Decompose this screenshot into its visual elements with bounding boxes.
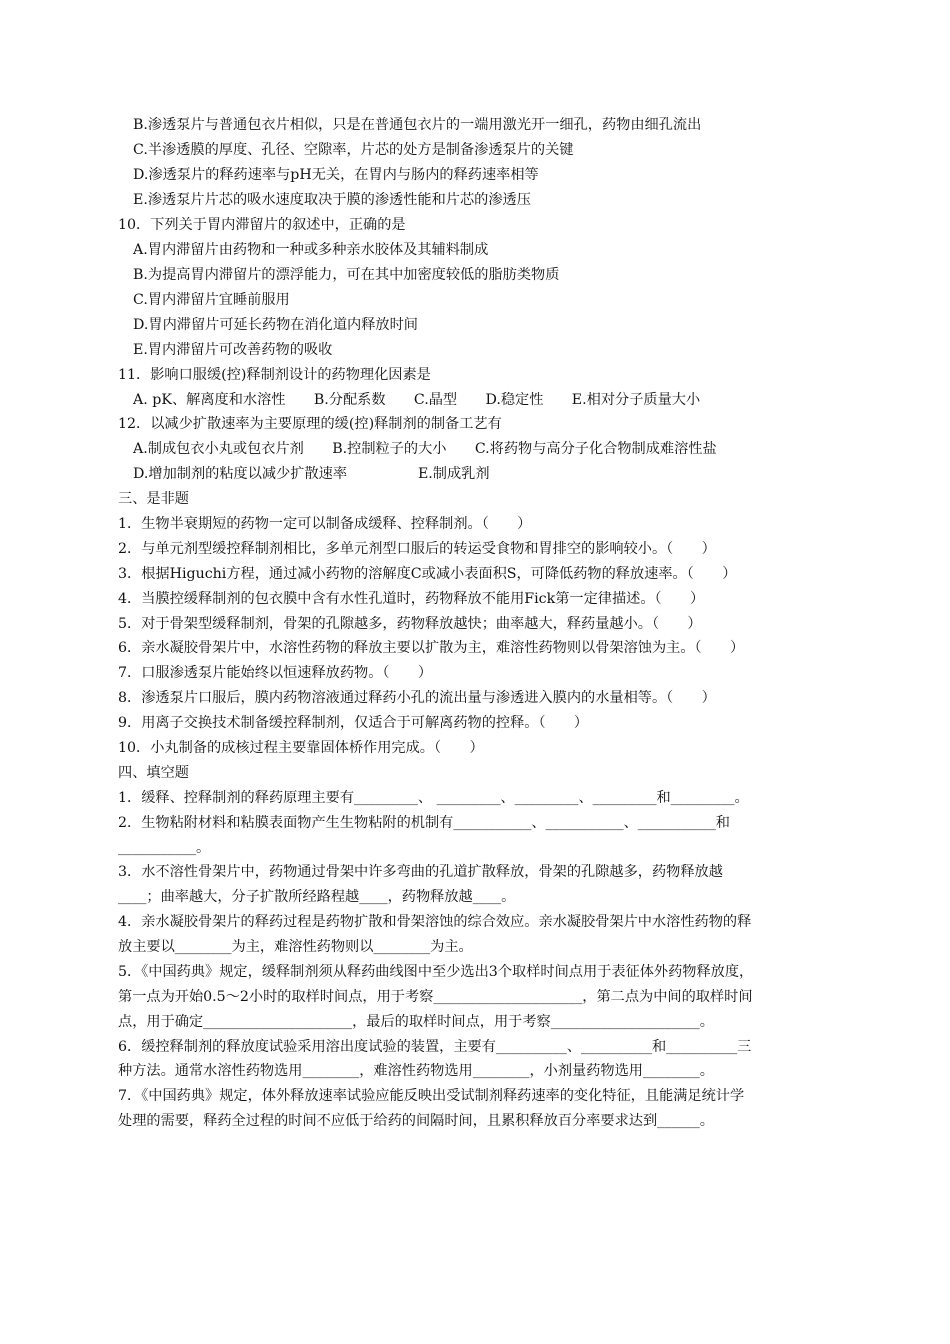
true-false-item-10: 10．小丸制备的成核过程主要靠固体桥作用完成。（ ） bbox=[118, 740, 484, 756]
q10-option-c: C.胃内滞留片宜睡前服用 bbox=[133, 292, 290, 308]
q10-option-e: E.胃内滞留片可改善药物的吸收 bbox=[133, 342, 333, 358]
fill-blank-line-13: 7．《中国药典》规定，体外释放速率试验应能反映出受试制剂释药速率的变化特征，且能满足统计学 bbox=[118, 1088, 745, 1104]
fill-blank-line-6: 4．亲水凝胶骨架片的释药过程是药物扩散和骨架溶蚀的综合效应。亲水凝胶骨架片中水溶性药物的释 bbox=[118, 914, 752, 930]
fill-blank-line-9: 第一点为开始0.5～2小时的取样时间点，用于考察_____________________，第二点为中间的取样时间 bbox=[118, 989, 753, 1005]
q12-options-line-1: A.制成包衣小丸或包衣片剂 B.控制粒子的大小 C.将药物与高分子化合物制成难溶性盐 bbox=[133, 441, 717, 457]
fill-blank-line-10: 点，用于确定_____________________，最后的取样时间点，用于考察_____________________。 bbox=[118, 1014, 714, 1030]
true-false-item-6: 6．亲水凝胶骨架片中，水溶性药物的释放主要以扩散为主，难溶性药物则以骨架溶蚀为主。（ ） bbox=[118, 640, 745, 656]
q10-option-a: A.胃内滞留片由药物和一种或多种亲水胶体及其辅料制成 bbox=[133, 242, 489, 258]
fill-blank-line-14: 处理的需要，释药全过程的时间不应低于给药的间隔时间，且累积释放百分率要求达到______。 bbox=[118, 1113, 714, 1129]
q11-stem: 11．影响口服缓(控)释制剂设计的药物理化因素是 bbox=[118, 367, 431, 383]
fill-blank-line-3: ___________。 bbox=[118, 840, 211, 856]
true-false-item-9: 9．用离子交换技术制备缓控释制剂，仅适合于可解离药物的控释。（ ） bbox=[118, 715, 589, 731]
q11-options: A. pK、解离度和水溶性 B.分配系数 C.晶型 D.稳定性 E.相对分子质量大小 bbox=[133, 392, 701, 408]
q10-option-d: D.胃内滞留片可延长药物在消化道内释放时间 bbox=[133, 317, 418, 333]
q9-option-d: D.渗透泵片的释药速率与pH无关，在胃内与肠内的释药速率相等 bbox=[133, 167, 539, 183]
true-false-item-8: 8．渗透泵片口服后，膜内药物溶液通过释药小孔的流出量与渗透进入膜内的水量相等。（ ） bbox=[118, 690, 716, 706]
fill-blank-line-11: 6．缓控释制剂的释放度试验采用溶出度试验的装置，主要有__________、__________和__________三 bbox=[118, 1039, 752, 1055]
q12-options-line-2: D.增加制剂的粘度以减少扩散速率 E.制成乳剂 bbox=[133, 466, 490, 482]
true-false-item-3: 3．根据Higuchi方程，通过减小药物的溶解度C或减小表面积S，可降低药物的释放速率。（ ） bbox=[118, 566, 737, 582]
true-false-item-2: 2．与单元剂型缓控释制剂相比，多单元剂型口服后的转运受食物和胃排空的影响较小。（ ） bbox=[118, 541, 716, 557]
fill-blank-line-5: ____；曲率越大，分子扩散所经路程越____，药物释放越____。 bbox=[118, 889, 516, 905]
section-3-title: 三、是非题 bbox=[118, 491, 189, 507]
true-false-item-1: 1．生物半衰期短的药物一定可以制备成缓释、控释制剂。（ ） bbox=[118, 516, 532, 532]
true-false-item-7: 7．口服渗透泵片能始终以恒速释放药物。（ ） bbox=[118, 665, 433, 681]
q9-option-c: C.半渗透膜的厚度、孔径、空隙率，片芯的处方是制备渗透泵片的关键 bbox=[133, 142, 574, 158]
fill-blank-line-12: 种方法。通常水溶性药物选用________，难溶性药物选用________，小剂量药物选用________。 bbox=[118, 1063, 714, 1079]
fill-blank-line-1: 1．缓释、控释制剂的释药原理主要有_________、 _________、_________、_________和_________。 bbox=[118, 790, 749, 806]
section-4-title: 四、填空题 bbox=[118, 765, 189, 781]
q9-option-b: B.渗透泵片与普通包衣片相似，只是在普通包衣片的一端用激光开一细孔，药物由细孔流出 bbox=[133, 117, 702, 133]
true-false-item-4: 4．当膜控缓释制剂的包衣膜中含有水性孔道时，药物释放不能用Fick第一定律描述。（ ） bbox=[118, 591, 705, 607]
true-false-item-5: 5．对于骨架型缓释制剂，骨架的孔隙越多，药物释放越快；曲率越大，释药量越小。（ ） bbox=[118, 616, 702, 632]
fill-blank-line-7: 放主要以________为主，难溶性药物则以________为主。 bbox=[118, 939, 473, 955]
q10-option-b: B.为提高胃内滞留片的漂浮能力，可在其中加密度较低的脂肪类物质 bbox=[133, 267, 560, 283]
q9-option-e: E.渗透泵片片芯的吸水速度取决于膜的渗透性能和片芯的渗透压 bbox=[133, 192, 531, 208]
fill-blank-line-2: 2．生物粘附材料和粘膜表面物产生生物粘附的机制有___________、___________、___________和 bbox=[118, 815, 730, 831]
q10-stem: 10．下列关于胃内滞留片的叙述中，正确的是 bbox=[118, 217, 406, 233]
q12-stem: 12．以减少扩散速率为主要原理的缓(控)释制剂的制备工艺有 bbox=[118, 416, 502, 432]
fill-blank-line-8: 5．《中国药典》规定，缓释制剂须从释药曲线图中至少选出3个取样时间点用于表征体外药物释放度， bbox=[118, 964, 754, 980]
fill-blank-line-4: 3．水不溶性骨架片中，药物通过骨架中许多弯曲的孔道扩散释放，骨架的孔隙越多，药物释放越 bbox=[118, 864, 723, 880]
